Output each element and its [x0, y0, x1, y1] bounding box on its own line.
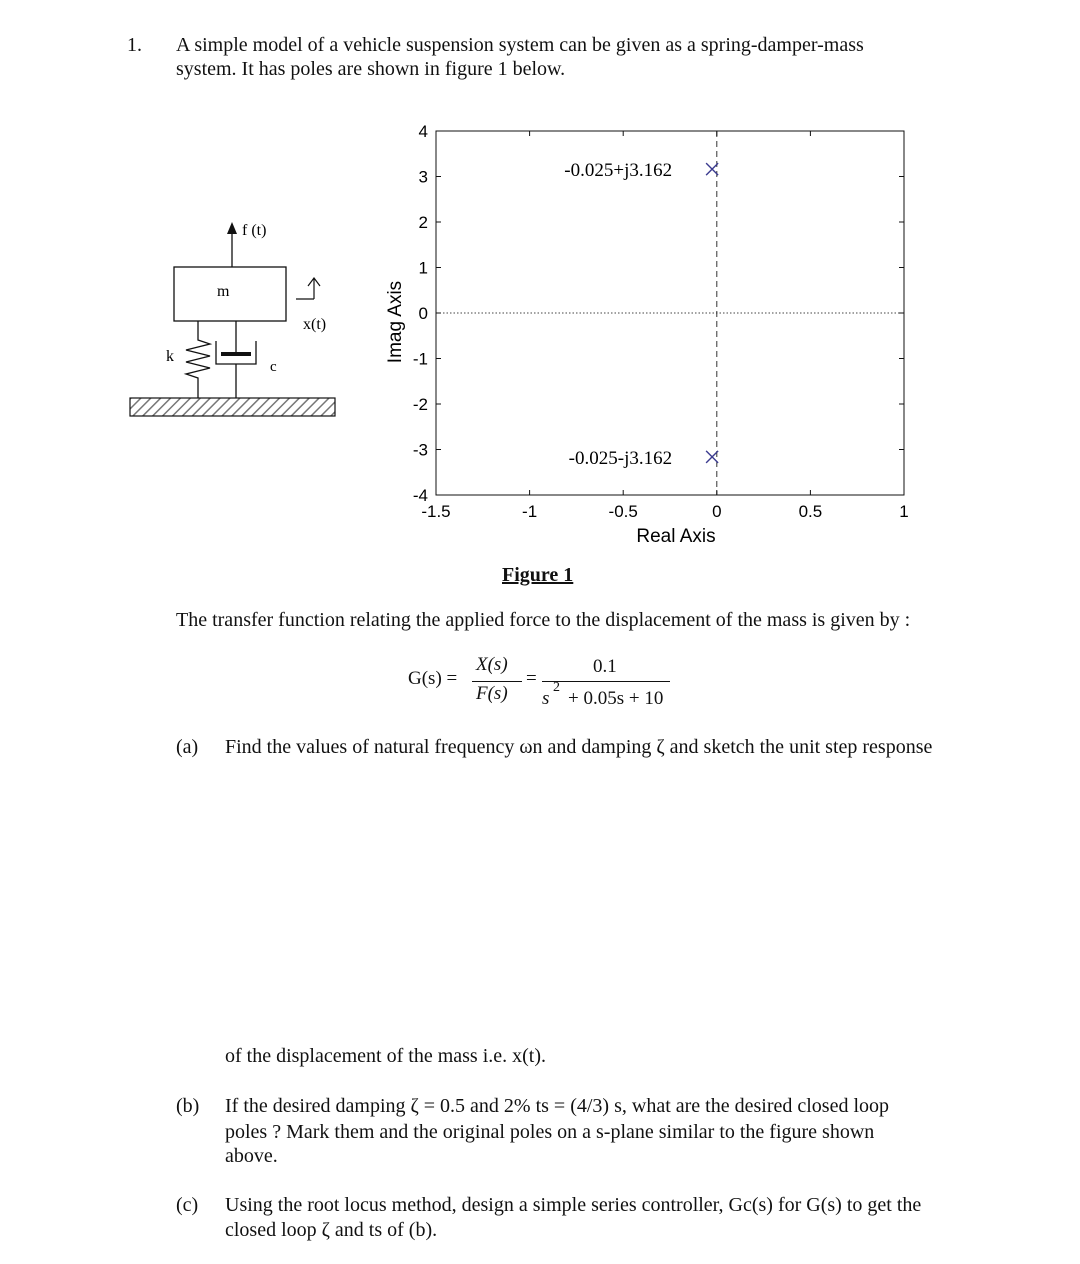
transfer-function-intro: The transfer function relating the applied force to the displacement of the mass is given by : [176, 609, 911, 631]
tf-fraction-bar-1 [472, 681, 522, 682]
y-axis-label: Imag Axis [385, 280, 406, 364]
x-tick-label: -1 [522, 502, 538, 521]
y-tick-label: 4 [418, 122, 428, 141]
question-intro-line1: A simple model of a vehicle suspension system can be given as a spring-damper-mass [176, 34, 864, 56]
part-c-line1: Using the root locus method, design a simple series controller, Gc(s) for G(s) to get the [225, 1194, 922, 1216]
part-b-label: (b) [176, 1095, 200, 1117]
y-tick-label: 1 [418, 258, 428, 278]
pole-plot [370, 115, 930, 555]
part-c-label: (c) [176, 1194, 199, 1216]
part-b-line2: poles ? Mark them and the original poles on a s-plane similar to the figure shown [225, 1121, 875, 1143]
part-b-line3: above. [225, 1145, 278, 1167]
question-number: 1. [127, 34, 142, 56]
tf-den1: F(s) [476, 683, 508, 704]
force-label: f (t) [242, 222, 267, 239]
pole-label: -0.025+j3.162 [564, 160, 673, 182]
part-a-label: (a) [176, 736, 199, 758]
tf-den2-exponent: 2 [553, 680, 560, 695]
x-tick-label: -1.5 [421, 502, 451, 521]
pole-marker [706, 163, 718, 175]
y-tick-label: -4 [412, 486, 428, 505]
spring [186, 321, 210, 398]
y-tick-label: -2 [412, 395, 428, 414]
tf-num2: 0.1 [593, 656, 617, 677]
x-tick-label: 1 [899, 502, 909, 521]
x-axis-label: Real Axis [636, 526, 716, 547]
tf-den2-rest: + 0.05s + 10 [568, 688, 664, 709]
damper-label: c [270, 359, 277, 375]
tf-equals: = [526, 668, 537, 689]
y-tick-label: -1 [412, 349, 428, 369]
part-c-line2: closed loop ζ and ts of (b). [225, 1219, 438, 1241]
part-a-text: Find the values of natural frequency ωn and damping ζ and sketch the unit step response [225, 736, 933, 758]
figure-caption: Figure 1 [502, 564, 574, 586]
x-tick-label: 0 [712, 502, 722, 521]
damper-piston [221, 352, 251, 356]
ground [130, 398, 335, 416]
transfer-function-equation [400, 654, 690, 714]
tf-fraction-bar-2 [542, 681, 670, 682]
spring-label: k [166, 348, 174, 365]
mass-block [174, 267, 286, 321]
suspension-diagram [120, 210, 350, 425]
tf-num1: X(s) [476, 654, 508, 675]
tf-den2-s: s [542, 688, 550, 709]
part-b-line1: If the desired damping ζ = 0.5 and 2% ts = (4/3) s, what are the desired closed loop [225, 1095, 890, 1117]
x-tick-label: -0.5 [608, 502, 638, 521]
y-tick-label: 3 [418, 167, 428, 187]
y-tick-label: 2 [418, 213, 428, 232]
part-a-continuation: of the displacement of the mass i.e. x(t). [225, 1045, 547, 1067]
mass-label: m [217, 283, 230, 300]
pole-label: -0.025-j3.162 [568, 447, 673, 469]
y-tick-label: 0 [418, 304, 428, 323]
displacement-label: x(t) [303, 316, 327, 333]
question-intro-line2: system. It has poles are shown in figure 1 below. [176, 58, 566, 80]
y-tick-label: -3 [412, 440, 428, 460]
force-arrowhead [227, 222, 237, 234]
tf-lhs: G(s) = [408, 668, 458, 689]
x-tick-label: 0.5 [798, 502, 823, 521]
